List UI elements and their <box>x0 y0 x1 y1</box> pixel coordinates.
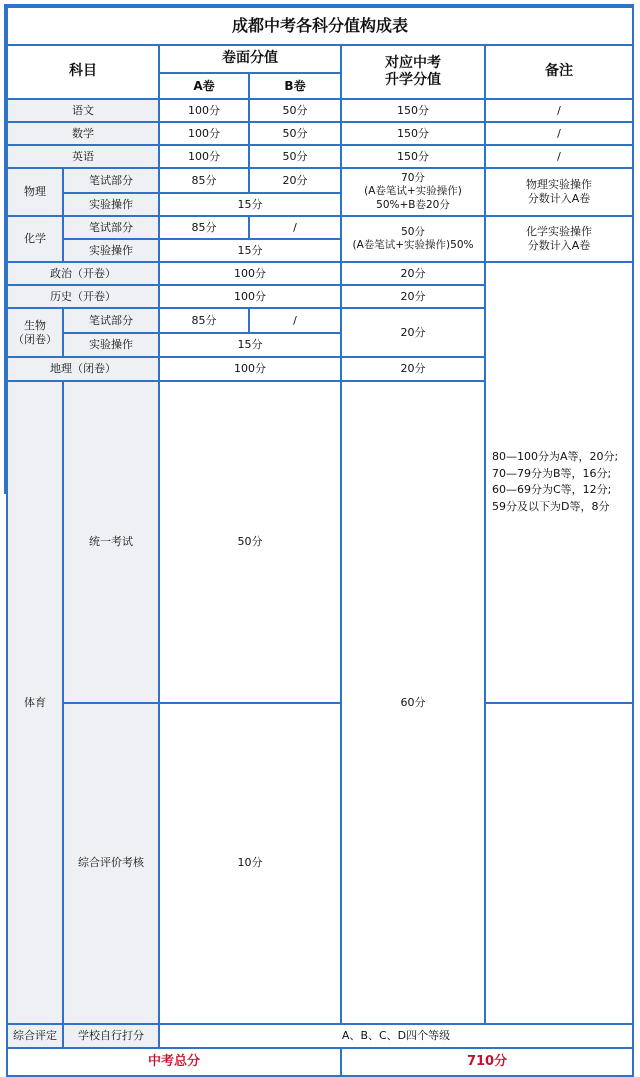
chemistry-written-a: 85分 <box>159 216 249 239</box>
pe-exam-label: 统一考试 <box>63 381 159 703</box>
physics-written-a: 85分 <box>159 168 249 193</box>
total-value: 710分 <box>341 1048 633 1076</box>
score-table <box>6 6 634 1077</box>
english-b: 50分 <box>249 145 341 168</box>
chemistry-written-b: / <box>249 216 341 239</box>
subject-english: 英语 <box>7 145 159 168</box>
english-score: 150分 <box>341 145 485 168</box>
biology-lab-score: 15分 <box>159 333 341 357</box>
math-b: 50分 <box>249 122 341 145</box>
biology-written-a: 85分 <box>159 308 249 333</box>
subject-chemistry: 化学 <box>7 216 63 262</box>
physics-written-label: 笔试部分 <box>63 168 159 193</box>
chinese-note: / <box>485 99 633 122</box>
header-notes: 备注 <box>485 45 633 99</box>
comprehensive-grades: A、B、C、D四个等级 <box>159 1024 633 1048</box>
physics-score: 70分 (A卷笔试+实验操作) 50%+B卷20分 <box>341 168 485 216</box>
chinese-a: 100分 <box>159 99 249 122</box>
physics-lab-score: 15分 <box>159 193 341 216</box>
header-promotion-score: 对应中考 升学分值 <box>341 45 485 99</box>
math-score: 150分 <box>341 122 485 145</box>
pe-exam-score: 50分 <box>159 381 341 703</box>
math-note: / <box>485 122 633 145</box>
history-paper: 100分 <box>159 285 341 308</box>
header-paper-a: A卷 <box>159 73 249 99</box>
biology-score: 20分 <box>341 308 485 357</box>
subject-politics: 政治（开卷） <box>7 262 159 285</box>
header-paper-b: B卷 <box>249 73 341 99</box>
geography-score: 20分 <box>341 357 485 381</box>
header-paper-score: 卷面分值 <box>159 45 341 73</box>
politics-score: 20分 <box>341 262 485 285</box>
geography-paper: 100分 <box>159 357 341 381</box>
biology-written-b: / <box>249 308 341 333</box>
subject-comprehensive: 综合评定 <box>7 1024 63 1048</box>
chemistry-written-label: 笔试部分 <box>63 216 159 239</box>
page-title: 成都中考各科分值构成表 <box>7 7 633 45</box>
history-score: 20分 <box>341 285 485 308</box>
grade-note: 80—100分为A等，20分; 70—79分为B等，16分; 60—69分为C等，12分; 59分及以下为D等，8分 <box>485 262 633 703</box>
subject-pe: 体育 <box>7 381 63 1024</box>
pe-score: 60分 <box>341 381 485 1024</box>
math-a: 100分 <box>159 122 249 145</box>
subject-biology: 生物 （闭卷） <box>7 308 63 357</box>
biology-lab-label: 实验操作 <box>63 333 159 357</box>
chemistry-score: 50分 (A卷笔试+实验操作)50% <box>341 216 485 262</box>
chinese-b: 50分 <box>249 99 341 122</box>
chinese-score: 150分 <box>341 99 485 122</box>
subject-math: 数学 <box>7 122 159 145</box>
header-subject: 科目 <box>7 45 159 99</box>
chemistry-lab-score: 15分 <box>159 239 341 262</box>
english-a: 100分 <box>159 145 249 168</box>
subject-chinese: 语文 <box>7 99 159 122</box>
physics-lab-label: 实验操作 <box>63 193 159 216</box>
biology-written-label: 笔试部分 <box>63 308 159 333</box>
physics-note: 物理实验操作 分数计入A卷 <box>485 168 633 216</box>
pe-eval-label: 综合评价考核 <box>63 703 159 1025</box>
subject-history: 历史（开卷） <box>7 285 159 308</box>
english-note: / <box>485 145 633 168</box>
chemistry-note: 化学实验操作 分数计入A卷 <box>485 216 633 262</box>
subject-physics: 物理 <box>7 168 63 216</box>
physics-written-b: 20分 <box>249 168 341 193</box>
pe-eval-score: 10分 <box>159 703 341 1025</box>
chemistry-lab-label: 实验操作 <box>63 239 159 262</box>
total-label: 中考总分 <box>7 1048 341 1076</box>
comprehensive-method: 学校自行打分 <box>63 1024 159 1048</box>
politics-paper: 100分 <box>159 262 341 285</box>
subject-geography: 地理（闭卷） <box>7 357 159 381</box>
